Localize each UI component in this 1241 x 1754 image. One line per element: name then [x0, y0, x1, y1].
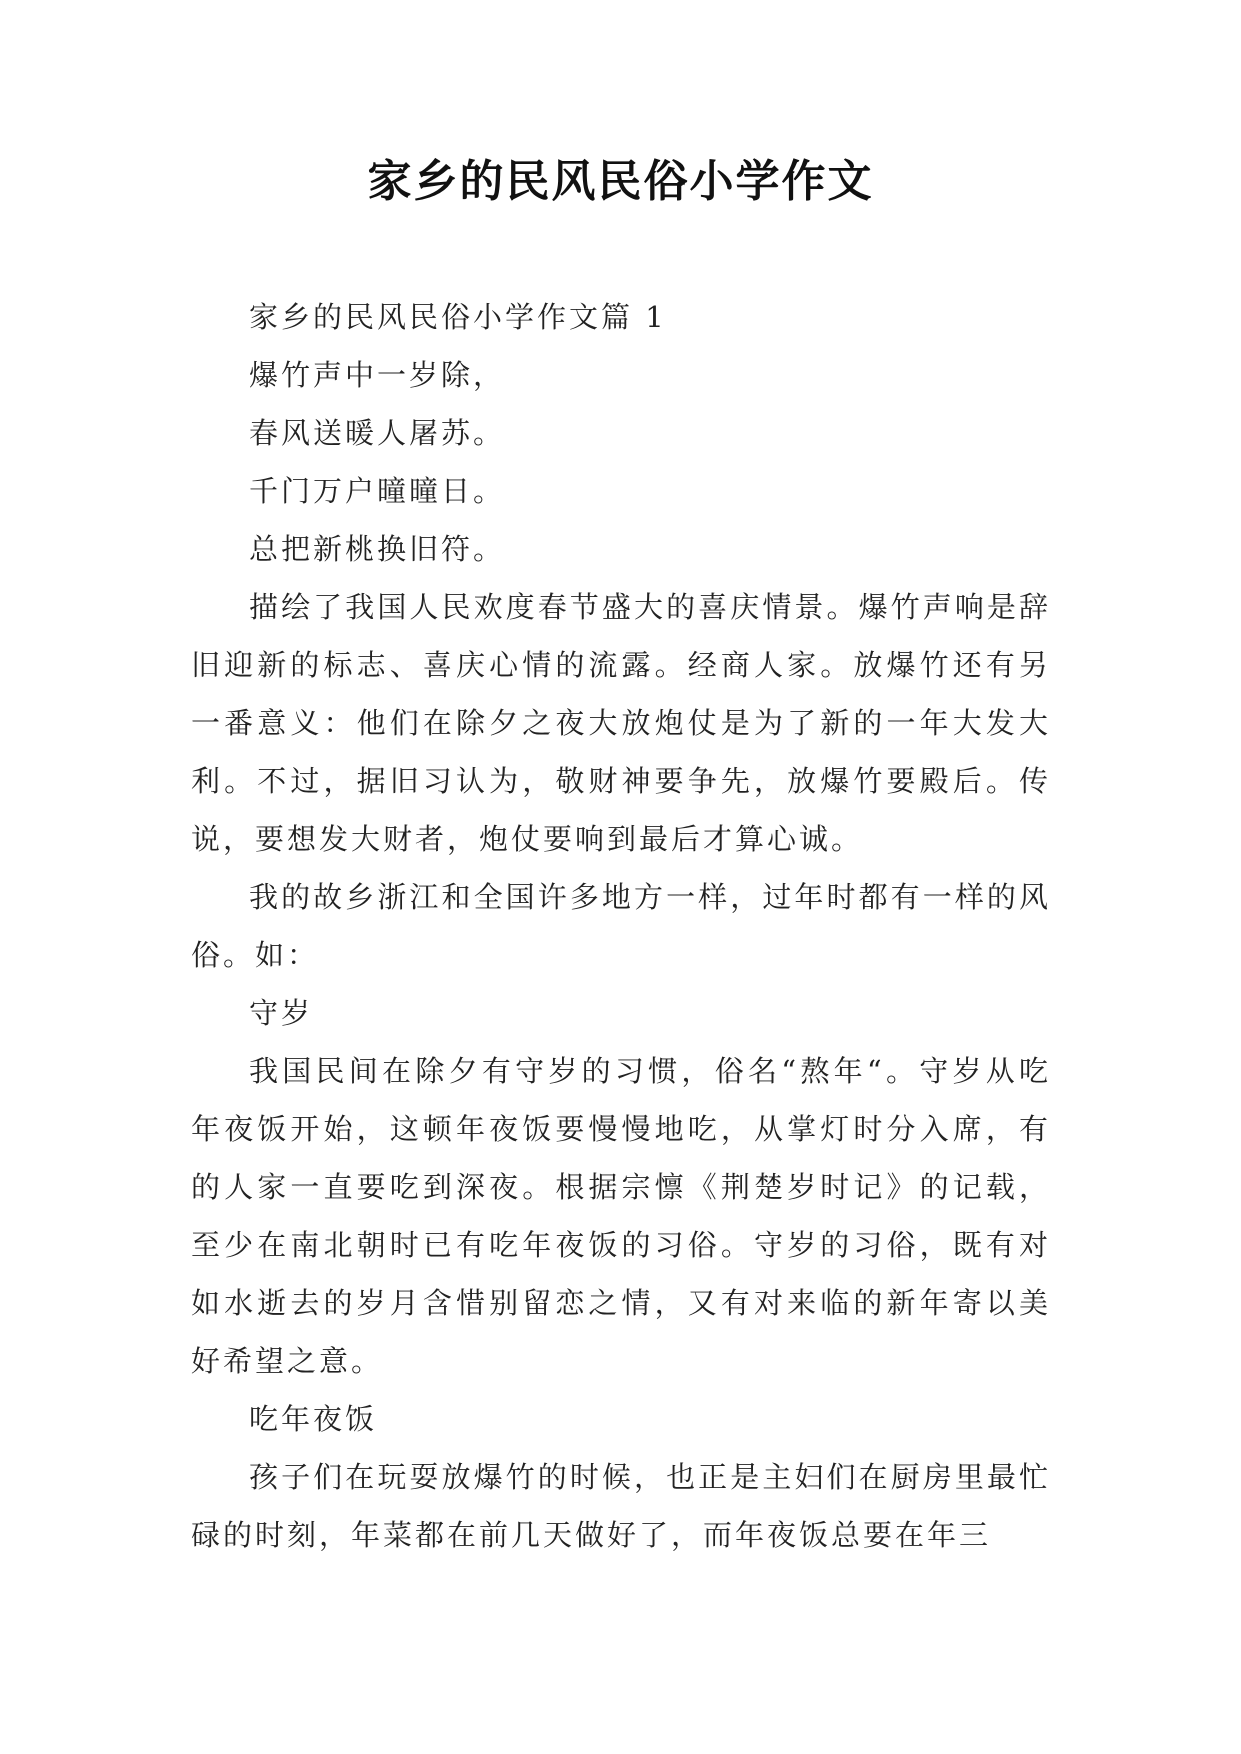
subheading: 守岁	[249, 996, 314, 1030]
poem-line: 千门万户曈曈日。	[249, 474, 506, 508]
subheading: 吃年夜饭	[249, 1402, 378, 1436]
poem-line: 爆竹声中一岁除，	[249, 358, 506, 392]
body-paragraph: 我国民间在除夕有守岁的习惯，俗名“熬年“。守岁从吃年夜饭开始，这顿年夜饭要慢慢地吃，从掌灯时分入席，有的人家一直要吃到深夜。根据宗懔《荆楚岁时记》的记载，至少在南北朝时已有吃年夜饭的习俗。守岁的习俗，既有对如水逝去的岁月含惜别留恋之情，又有对来临的新年寄以美好希望之意。	[191, 1054, 1051, 1378]
poem-line: 总把新桃换旧符。	[249, 532, 506, 566]
document-body	[191, 288, 1051, 1564]
poem-line: 春风送暖人屠苏。	[249, 416, 506, 450]
section-heading: 家乡的民风民俗小学作文篇 1	[249, 300, 667, 334]
body-paragraph: 描绘了我国人民欢度春节盛大的喜庆情景。爆竹声响是辞旧迎新的标志、喜庆心情的流露。经商人家。放爆竹还有另一番意义：他们在除夕之夜大放炮仗是为了新的一年大发大利。不过，据旧习认为，敬财神要争先，放爆竹要殿后。传说，要想发大财者，炮仗要响到最后才算心诚。	[191, 590, 1051, 856]
body-paragraph: 我的故乡浙江和全国许多地方一样，过年时都有一样的风俗。如：	[191, 880, 1051, 972]
body-paragraph: 孩子们在玩耍放爆竹的时候，也正是主妇们在厨房里最忙碌的时刻，年菜都在前几天做好了，而年夜饭总要在年三	[191, 1460, 1051, 1552]
document-title: 家乡的民风民俗小学作文	[367, 156, 874, 207]
